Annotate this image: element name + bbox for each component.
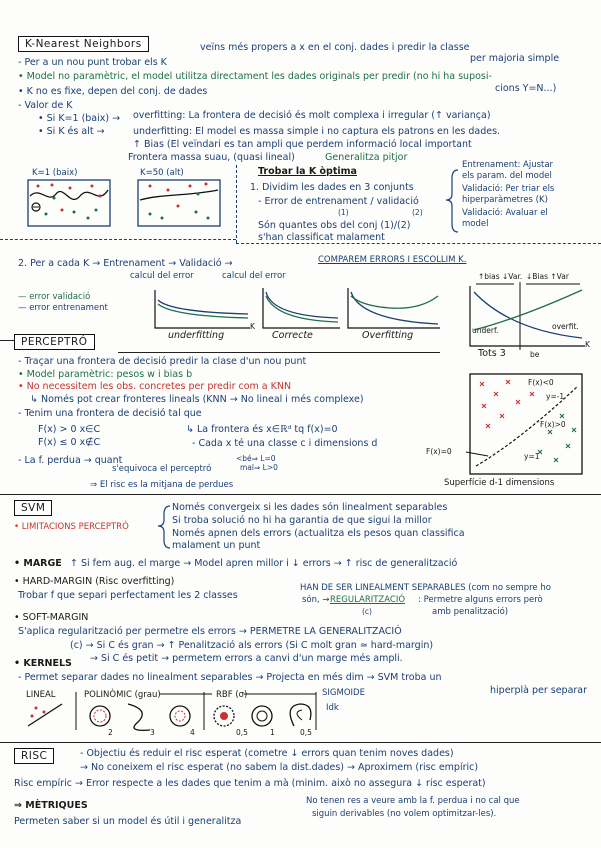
poly-degree-2: 2 xyxy=(108,728,113,737)
knn-line-2b: cions Y=N...) xyxy=(495,83,557,94)
svm-margin-text: ↑ Si fem aug. el marge → Model apren millor i ↓ errors → ↑ risc de generalització xyxy=(70,558,458,569)
perc-line-5: - Tenim una frontera de decisió tal que xyxy=(18,408,202,419)
k-axis-1: K xyxy=(250,322,255,331)
svm-title: SVM xyxy=(14,500,52,516)
risk-line-5b: siguin derivables (no volem optimitzar-les). xyxy=(312,809,497,819)
svm-lim-2: Si troba solució no hi ha garantia de que sigui la millor xyxy=(172,515,432,526)
poly-degree-4: 4 xyxy=(190,728,195,737)
caption-overfitting: Overfitting xyxy=(362,330,414,341)
perc-loss-3: <bé⇒ L=0 xyxy=(236,454,276,463)
step2: 2. Per a cada K → Entrenament → Validació → xyxy=(18,258,233,269)
find-k-step1: 1. Dividim les dades en 3 conjunts xyxy=(250,182,414,193)
knn-line-5b: overfitting: La frontera de decisió és molt complexa i irregular (↑ variança) xyxy=(133,110,491,121)
svm-hard-2: Trobar f que separi perfectament les 2 classes xyxy=(18,590,238,601)
rbf-sigma-1: 0,5 xyxy=(236,728,248,737)
val-purpose-3: Validació: Avaluar el xyxy=(462,208,548,218)
knn-line-6a: • Si K és alt → xyxy=(38,126,105,137)
find-k-son: Són quantes obs del conj (1)/(2) xyxy=(258,220,411,231)
find-k-error: - Error de entrenament / validació xyxy=(258,196,419,207)
risk-line-3: Risc empíric → Error respecte a les dades que tenim a mà (minim. això no assegura ↓ risc esperat) xyxy=(14,778,486,789)
knn-top-note-2: per majoria simple xyxy=(470,53,560,64)
knn-line-7: ↑ Bias (El veïndari es tan ampli que perdem informació local important xyxy=(133,139,472,150)
perc-loss-1: - La f. perdua → quant xyxy=(18,455,123,466)
find-k-classif: s'han classificat malament xyxy=(258,232,385,243)
bias-var-right: ↓Bias ↑Var xyxy=(526,272,569,281)
calc-error-1: calcul del error xyxy=(130,271,194,281)
hyperplane-label: Superfície d-1 dimensions xyxy=(444,478,555,488)
val-purpose-4: model xyxy=(462,219,489,229)
risk-metrics: ⇒ MÈTRIQUES xyxy=(14,800,88,811)
knn-line-2: • Model no paramètric, el model utilitza directament les dades originals per predir (no hi ha suposi- xyxy=(18,71,492,82)
rbf-sigma-3: 0,5 xyxy=(300,728,312,737)
svm-soft-1: S'aplica regularització per permetre els errors → PERMETRE LA GENERALITZACIÓ xyxy=(18,626,402,637)
svm-kernels: • KERNELS xyxy=(14,658,72,669)
risk-title: RISC xyxy=(14,748,54,764)
legend-validation: — error validació xyxy=(18,292,91,302)
knn-line-6b: underfitting: El model es massa simple i no captura els patrons en les dades. xyxy=(133,126,501,137)
svm-lim-4: malament un punt xyxy=(172,540,261,551)
train-purpose-2: els param. del model xyxy=(462,171,552,181)
svm-margin-label: • MARGE xyxy=(14,558,62,569)
step2-compare: COMPAREM ERRORS I ESCOLLIM K. xyxy=(318,255,467,265)
svm-hard-4a: són, → xyxy=(302,595,330,605)
svm-hard-5a: (c) xyxy=(362,607,372,616)
knn-top-note: veïns més propers a x en el conj. dades i predir la classe xyxy=(200,42,470,53)
knn-line-4: - Valor de K xyxy=(18,100,73,111)
poly-degree-3: 3 xyxy=(150,728,155,737)
svm-soft-margin: • SOFT-MARGIN xyxy=(14,612,89,623)
svm-hard-4c: : Permetre alguns errors però xyxy=(418,595,543,605)
caption-underfitting: underfitting xyxy=(168,330,225,341)
svm-hard-5b: amb penalització) xyxy=(432,607,509,617)
find-k-n2: (2) xyxy=(412,208,423,217)
legend-training: — error entrenament xyxy=(18,303,108,313)
svm-lim-1: Només convergeix si les dades són linealment separables xyxy=(172,502,448,513)
tots-3: Tots 3 xyxy=(478,348,506,359)
risk-rule xyxy=(0,742,601,743)
k-high-label: K=50 (alt) xyxy=(140,168,184,178)
knn-line-3: • K no es fixe, depen del conj. de dades xyxy=(18,86,208,97)
risk-line-1: - Objectiu és reduir el risc esperat (cometre ↓ errors quan tenim noves dades) xyxy=(80,748,454,759)
perc-line-1: - Traçar una frontera de decisió predir la clase d'un nou punt xyxy=(18,356,307,367)
knn-line-8a: Frontera massa suau, (quasi lineal) xyxy=(128,152,295,163)
svm-lim-3: Només apnen dels errors (actualitza els pesos quan classifica xyxy=(172,528,465,539)
perc-loss-2: s'equivoca el perceptró xyxy=(112,464,212,474)
knn-line-5a: • Si K=1 (baix) → xyxy=(38,113,121,124)
kernel-linear: LINEAL xyxy=(26,690,56,700)
kernel-rbf: RBF (σ) xyxy=(216,690,248,700)
kernel-idk: Idk xyxy=(326,703,339,713)
perc-line-4: ↳ Només pot crear fronteres lineals (KNN → No lineal i més complexe) xyxy=(30,394,364,405)
svm-regularization: REGULARITZACIÓ xyxy=(330,595,406,605)
risk-line-2: → No coneixem el risc esperat (no sabem la dist.dades) → Aproximem (risc empíric) xyxy=(80,762,479,773)
overf-label: overfit. xyxy=(552,322,579,331)
best-label: be xyxy=(530,350,540,359)
find-k-title: Trobar la K òptima xyxy=(258,166,357,177)
calc-error-2: calcul del error xyxy=(222,271,286,281)
risk-line-5: Permeten saber si un model és útil i generalitza xyxy=(14,816,242,827)
svm-kern-1: - Permet separar dades no linealment separables → Projecta en més dim → SVM troba un xyxy=(18,672,442,683)
kernel-sigmoid: SIGMOIDE xyxy=(322,688,365,698)
knn-line-8b: Generalitza pitjor xyxy=(325,152,408,163)
k-low-label: K=1 (baix) xyxy=(32,168,78,178)
caption-correct: Correcte xyxy=(272,330,313,341)
train-purpose-1: Entrenament: Ajustar xyxy=(462,160,554,170)
perc-f2: F(x) ≤ 0 x∉C xyxy=(38,437,101,448)
perc-risk: ⇒ El risc es la mitjana de perdues xyxy=(90,480,234,490)
kernel-poly: POLINÒMIC (grau) xyxy=(84,690,161,700)
perc-f1: F(x) > 0 x∈C xyxy=(38,424,101,435)
val-purpose-1: Validació: Per triar els xyxy=(462,184,555,194)
knn-line-1: - Per a un nou punt trobar els K xyxy=(18,57,167,68)
perc-line-3: • No necessitem les obs. concretes per predir com a KNN xyxy=(18,381,292,392)
svm-hard-3: HAN DE SER LINEALMENT SEPARABLES (com no sempre ho xyxy=(300,583,551,593)
fx-negative: F(x)<0 xyxy=(528,378,554,387)
svm-limitations: • LIMITACIONS PERCEPTRÓ xyxy=(14,522,129,532)
underf-label: underf. xyxy=(472,326,499,335)
y-negative: y=-1 xyxy=(546,392,565,401)
svm-soft-2: (c) → Si C és gran → ↑ Penalització als errors (Si C molt gran ≃ hard-margin) xyxy=(70,640,434,651)
perceptron-title: PERCEPTRÓ xyxy=(14,334,95,350)
bias-var-left: ↑bias ↓Var. xyxy=(478,272,523,281)
fx-boundary: F(x)=0 xyxy=(426,447,452,456)
y-positive: y=1 xyxy=(524,452,540,461)
val-purpose-2: hiperparàmetres (K) xyxy=(462,195,548,205)
find-k-n1: (1) xyxy=(338,208,349,217)
svm-soft-3: → Si C és petit → permetem errors a canvi d'un marge més ampli. xyxy=(90,653,403,664)
perc-f3: ↳ La frontera és x∈ℝᵈ tq f(x)=0 xyxy=(186,424,338,435)
risk-line-4b: No tenen res a veure amb la f. perdua i no cal que xyxy=(306,796,520,806)
perc-line-2: • Model paramètric: pesos w i bias b xyxy=(18,369,193,380)
svm-kern-2: hiperplà per separar xyxy=(490,685,588,696)
k-axis-2: K xyxy=(585,340,590,349)
knn-title: K-Nearest Neighbors xyxy=(18,36,149,52)
perc-loss-4: mal⇒ L>0 xyxy=(240,463,278,472)
svm-hard-margin: • HARD-MARGIN (Risc overfitting) xyxy=(14,576,175,587)
fx-positive: F(x)>0 xyxy=(540,420,566,429)
perc-f4: - Cada x té una classe c i dimensions d xyxy=(192,438,378,449)
rbf-sigma-2: 1 xyxy=(270,728,275,737)
